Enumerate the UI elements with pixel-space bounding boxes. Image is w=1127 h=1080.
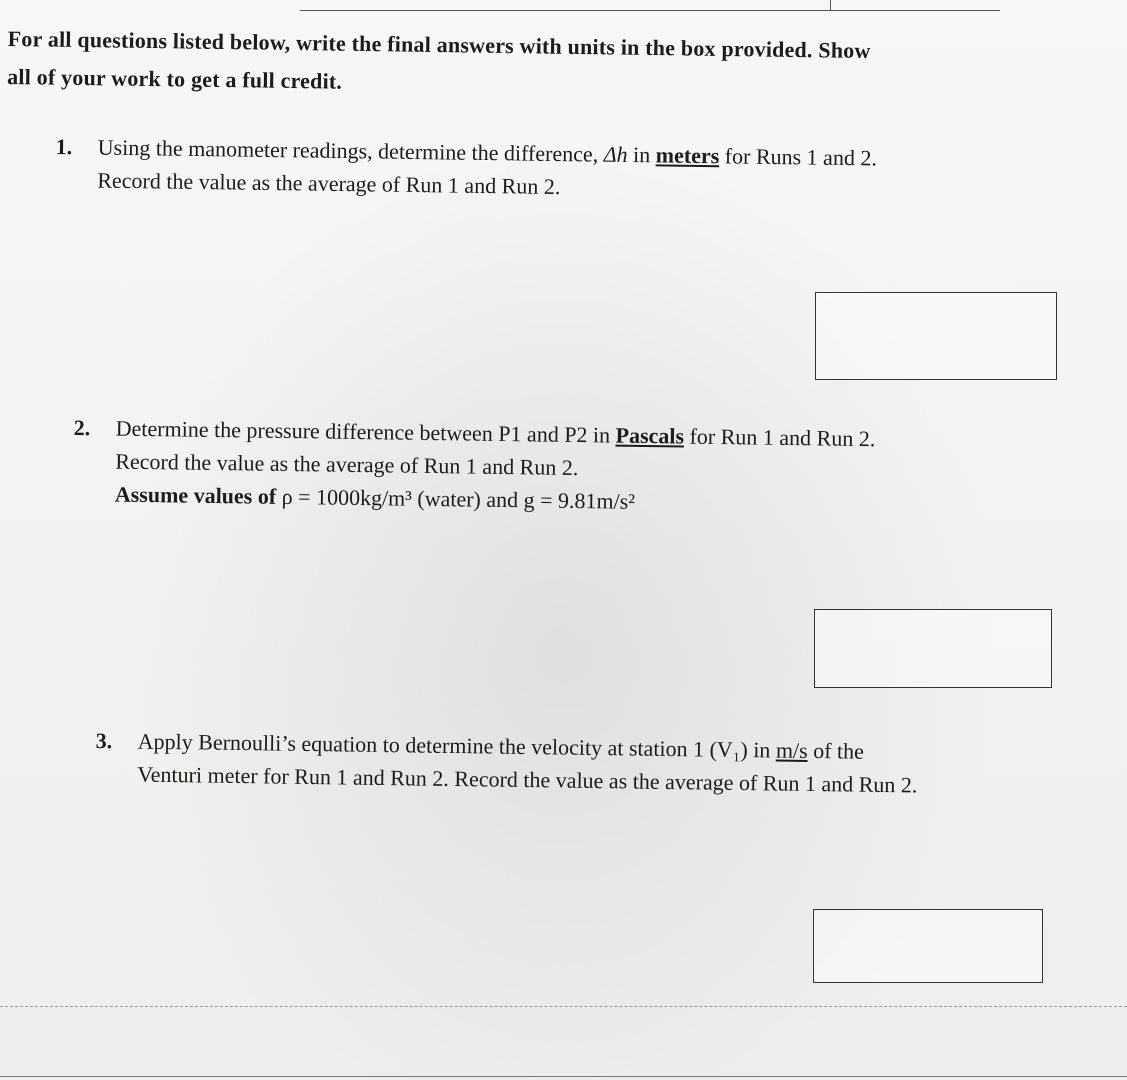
instructions-line-1: For all questions listed below, write the final answers with units in the box provided. Show — [7, 25, 871, 64]
question-3 — [95, 724, 918, 801]
question-1-text-pre: Using the manometer readings, determine the difference, — [97, 134, 604, 167]
question-2-unit: Pascals — [615, 422, 685, 449]
question-2-line-2: Record the value as the average of Run 1 and Run 2. — [115, 448, 579, 481]
question-1-number: 1. — [55, 133, 73, 160]
question-2-text-pre: Determine the pressure difference between P1 and P2 in — [115, 415, 616, 448]
top-divider-tick — [830, 0, 831, 10]
question-3-text-post: of the — [807, 737, 865, 764]
question-2-assume-lead: Assume values of — [114, 481, 277, 509]
question-3-line-2: Venturi meter for Run 1 and Run 2. Record the value as the average of Run 1 and Run 2. — [137, 761, 918, 798]
question-1-line-2: Record the value as the average of Run 1 and Run 2. — [97, 167, 561, 200]
question-1 — [55, 130, 877, 207]
question-3-text-pre: Apply Bernoulli’s equation to determine the velocity at station 1 (V₁) in — [137, 728, 777, 763]
question-2-number: 2. — [73, 414, 91, 441]
bottom-edge-line — [0, 1076, 1127, 1077]
question-2 — [73, 411, 876, 521]
question-2-text-post: for Run 1 and Run 2. — [683, 423, 876, 452]
answer-box-3[interactable] — [813, 909, 1043, 983]
bottom-dashed-line — [0, 1006, 1127, 1007]
question-1-symbol: Δh — [603, 141, 628, 167]
instructions-line-2: all of your work to get a full credit. — [7, 63, 343, 94]
question-1-text-post: for Runs 1 and 2. — [719, 143, 878, 171]
answer-box-1[interactable] — [815, 292, 1057, 380]
instructions — [7, 20, 998, 110]
question-2-assume-values: ρ = 1000kg/m³ (water) and g = 9.81m/s² — [275, 483, 636, 514]
top-divider-line — [300, 10, 1000, 11]
answer-box-2[interactable] — [814, 609, 1052, 688]
question-3-unit: m/s — [775, 737, 808, 763]
question-3-number: 3. — [95, 727, 113, 754]
question-1-text-mid: in — [627, 141, 656, 168]
question-1-unit: meters — [655, 142, 720, 169]
